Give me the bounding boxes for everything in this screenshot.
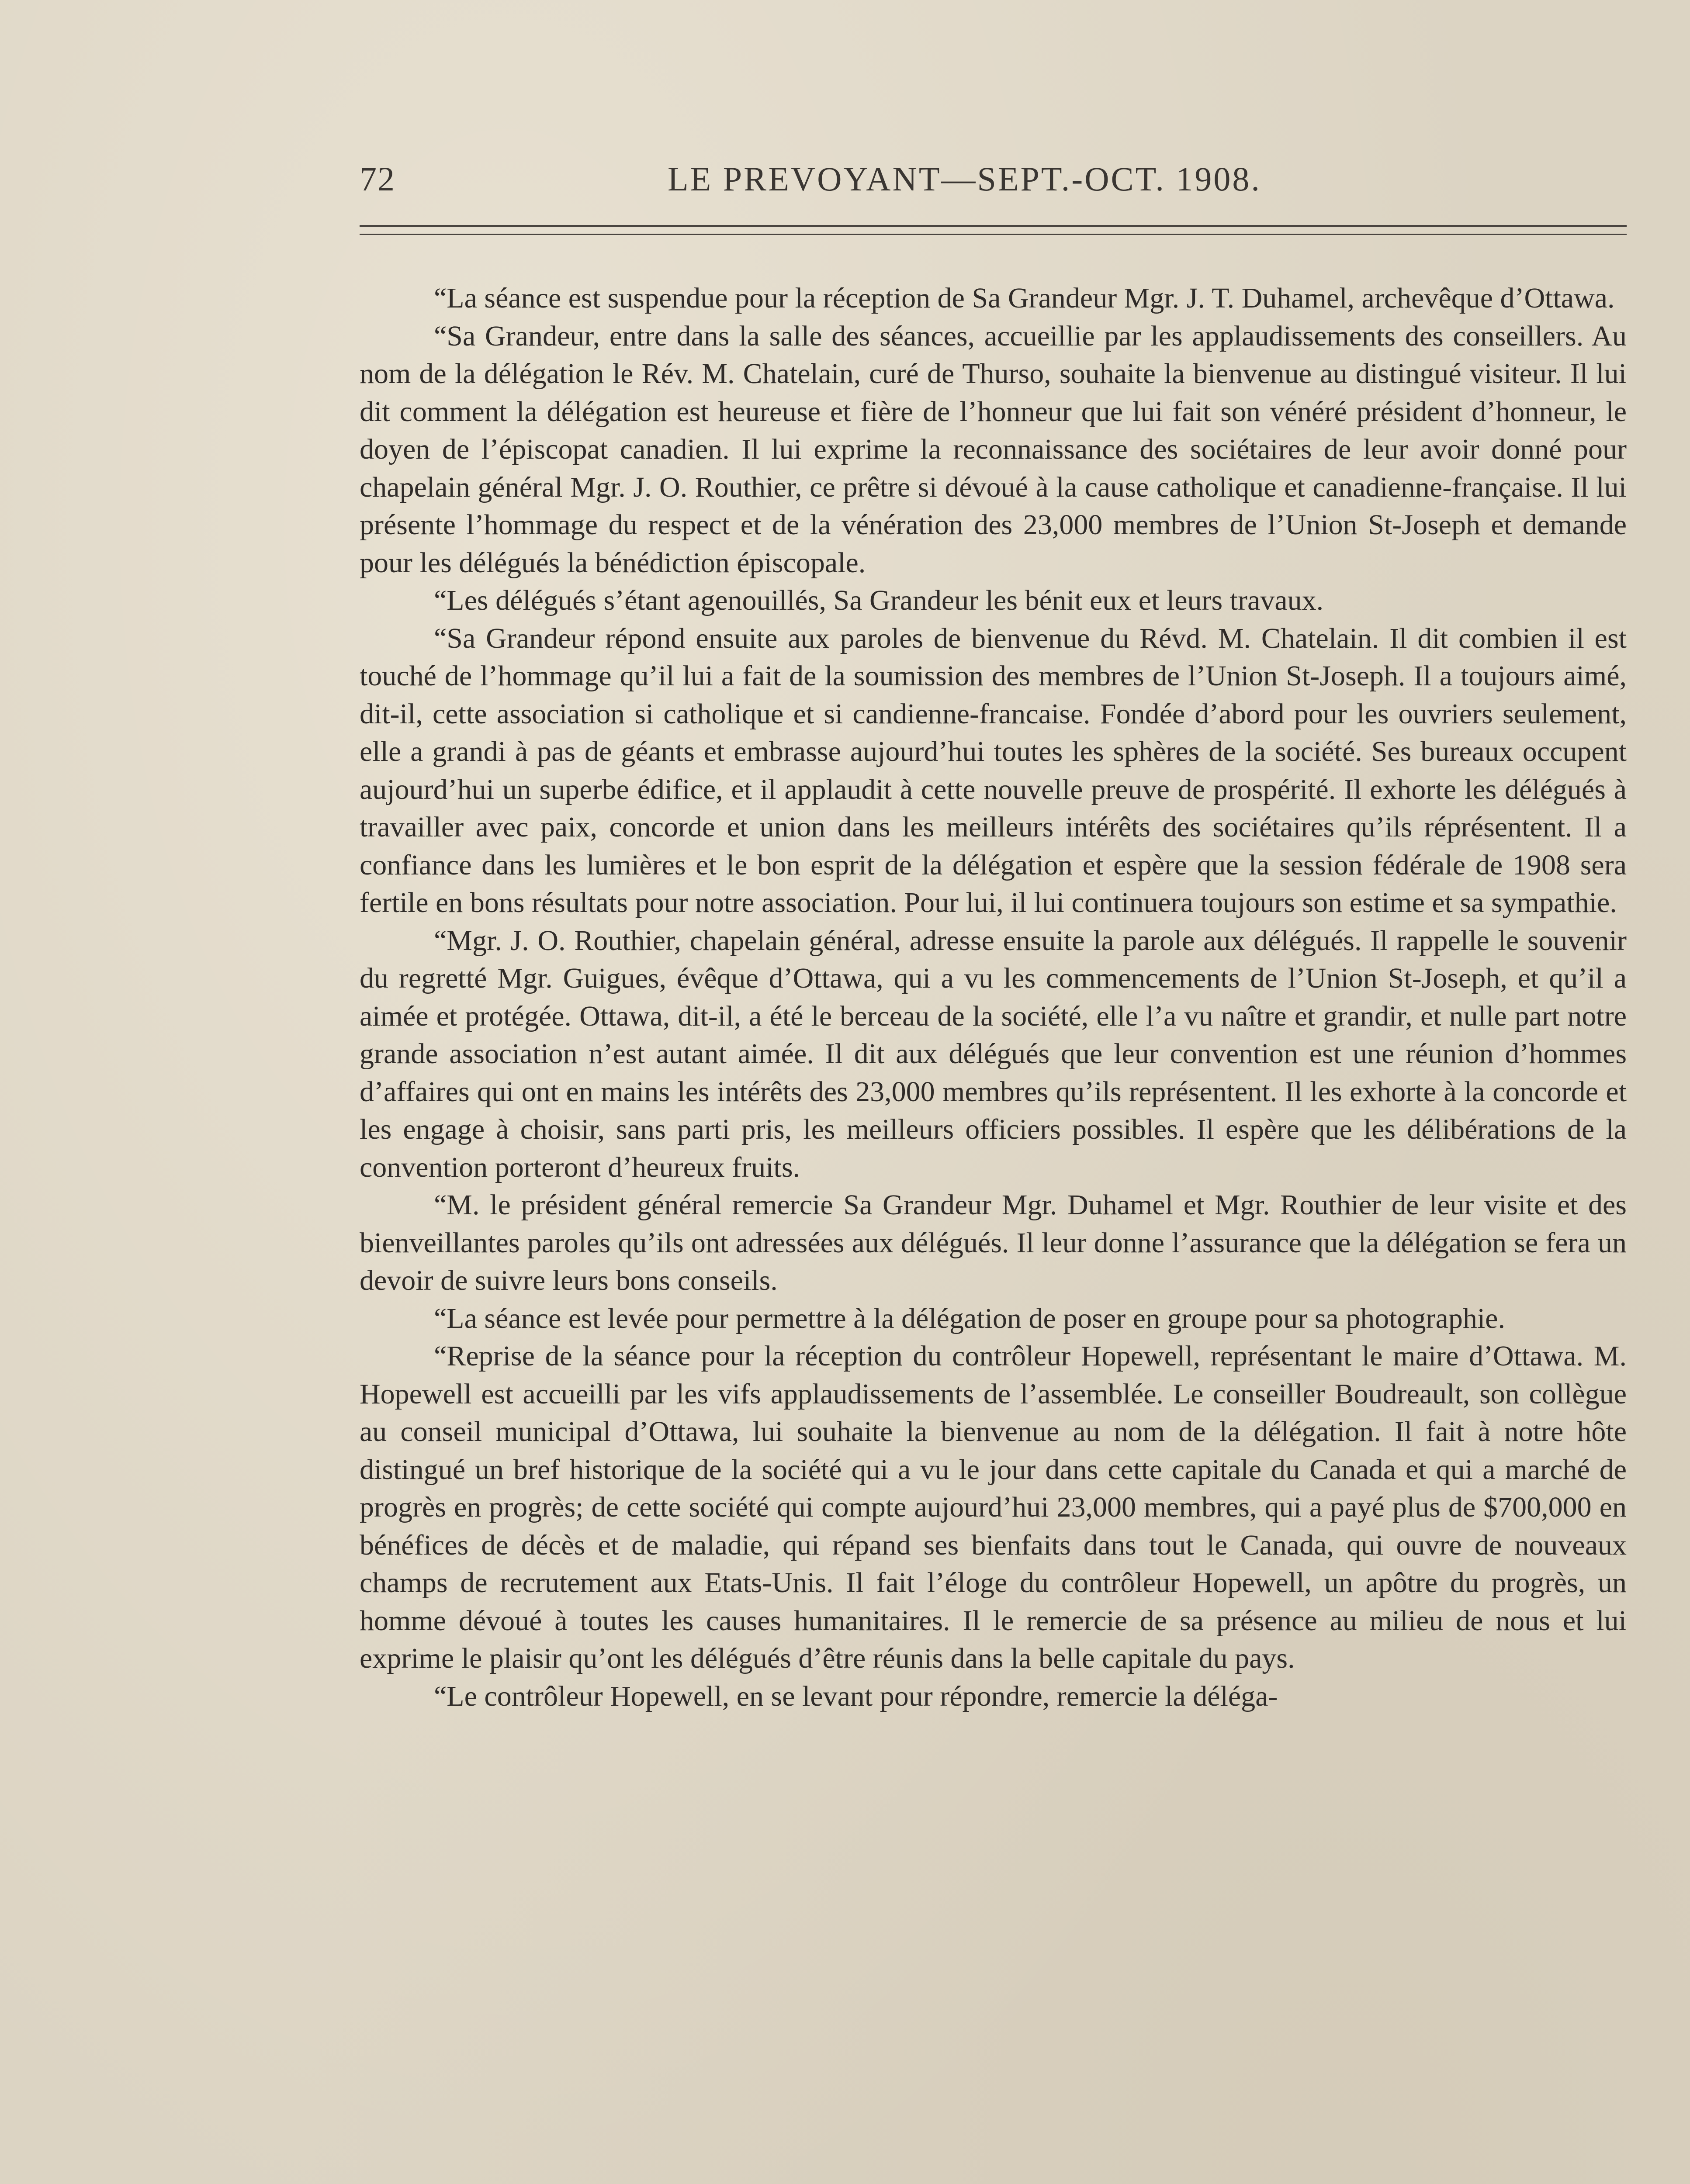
header-rule — [360, 225, 1627, 227]
paragraph: “Sa Grandeur répond ensuite aux paroles de bienvenue du Révd. M. Chatelain. Il dit combien il est touché de l’hommage qu’il lui a fait de la soumission des membres de l’Union St-Joseph. Il a toujours aimé, dit-il, cette association si catholique et si candienne-francaise. Fondée d’abord pour les ouvriers seulement, elle a grandi à pas de géants et embrasse aujourd’hui toutes les sphères de la société. Ses bureaux occupent aujourd’hui un superbe édifice, et il applaudit à cette nouvelle preuve de prospérité. Il exhorte les délégués à travailler avec paix, concorde et union dans les meilleurs intérêts des sociétaires qu’ils réprésentent. Il a confiance dans les lumières et le bon esprit de la délégation et espère que la session fédérale de 1908 sera fertile en bons résultats pour notre association. Pour lui, il lui continuera toujours son estime et sa sympathie. — [360, 622, 1627, 919]
header-rule-secondary — [360, 234, 1627, 235]
running-title: LE PREVOYANT—SEPT.-OCT. 1908. — [668, 160, 1261, 198]
paragraph: “Les délégués s’étant agenouillés, Sa Grandeur les bénit eux et leurs travaux. — [434, 584, 1324, 616]
paragraph: “La séance est suspendue pour la réception de Sa Grandeur Mgr. J. T. Duhamel, archevêque d’Ottawa. — [434, 282, 1615, 314]
paragraph: “Le contrôleur Hopewell, en se levant pour répondre, remercie la déléga- — [434, 1680, 1278, 1712]
paragraph: “La séance est levée pour permettre à la délégation de poser en groupe pour sa photographie. — [434, 1302, 1505, 1334]
paragraph: “Reprise de la séance pour la réception du contrôleur Hopewell, représentant le maire d’Ottawa. M. Hopewell est accueilli par les vifs applaudissements de l’assemblée. Le conseiller Boudreault, son collègue au conseil municipal d’Ottawa, lui souhaite la bienvenue au nom de la délégation. Il fait à notre hôte distingué un bref historique de la société qui a vu le jour dans cette capitale du Canada et qui a marché de progrès en progrès; de cette société qui compte aujourd’hui 23,000 membres, qui a payé plus de $700,000 en bénéfices de décès et de maladie, qui répand ses bienfaits dans tout le Canada, qui ouvre de nouveaux champs de recrutement aux Etats-Unis. Il fait l’éloge du contrôleur Hopewell, un apôtre du progrès, un homme dévoué à toutes les causes humanitaires. Il le remercie de sa présence au milieu de nous et lui exprime le plaisir qu’ont les délégués d’être réunis dans la belle capitale du pays. — [360, 1340, 1627, 1674]
paragraph: “Sa Grandeur, entre dans la salle des séances, accueillie par les applaudissements des conseillers. Au nom de la délégation le Rév. M. Chatelain, curé de Thurso, souhaite la bienvenue au distingué visiteur. Il lui dit comment la délégation est heureuse et fière de l’honneur que lui fait son vénéré président d’honneur, le doyen de l’épiscopat canadien. Il lui exprime la reconnaissance des sociétaires de leur avoir donné pour chapelain général Mgr. J. O. Routhier, ce prêtre si dévoué à la cause catholique et canadienne-française. Il lui présente l’hommage du respect et de la vénération des 23,000 membres de l’Union St-Joseph et demande pour les délégués la bénédiction épiscopale. — [360, 320, 1627, 579]
paragraph: “Mgr. J. O. Routhier, chapelain général, adresse ensuite la parole aux délégués. Il rappelle le souvenir du regretté Mgr. Guigues, évêque d’Ottawa, qui a vu les commencements de l’Union St-Joseph, et qu’il a aimée et protégée. Ottawa, dit-il, a été le berceau de la société, elle l’a vu naître et grandir, et nulle part notre grande association n’est autant aimée. Il dit aux délégués que leur convention est une réunion d’hommes d’affaires qui ont en mains les intérêts des 23,000 membres qu’ils représentent. Il les exhorte à la concorde et les engage à choisir, sans parti pris, les meilleurs officiers possibles. Il espère que les délibérations de la convention porteront d’heureux fruits. — [360, 924, 1627, 1183]
page-header — [360, 155, 1627, 207]
article-body — [360, 280, 1627, 1715]
paragraph: “M. le président général remercie Sa Grandeur Mgr. Duhamel et Mgr. Routhier de leur visite et des bienveillantes paroles qu’ils ont adressées aux délégués. Il leur donne l’assurance que la délégation se fera un devoir de suivre leurs bons conseils. — [360, 1189, 1627, 1296]
page-number: 72 — [360, 160, 395, 198]
